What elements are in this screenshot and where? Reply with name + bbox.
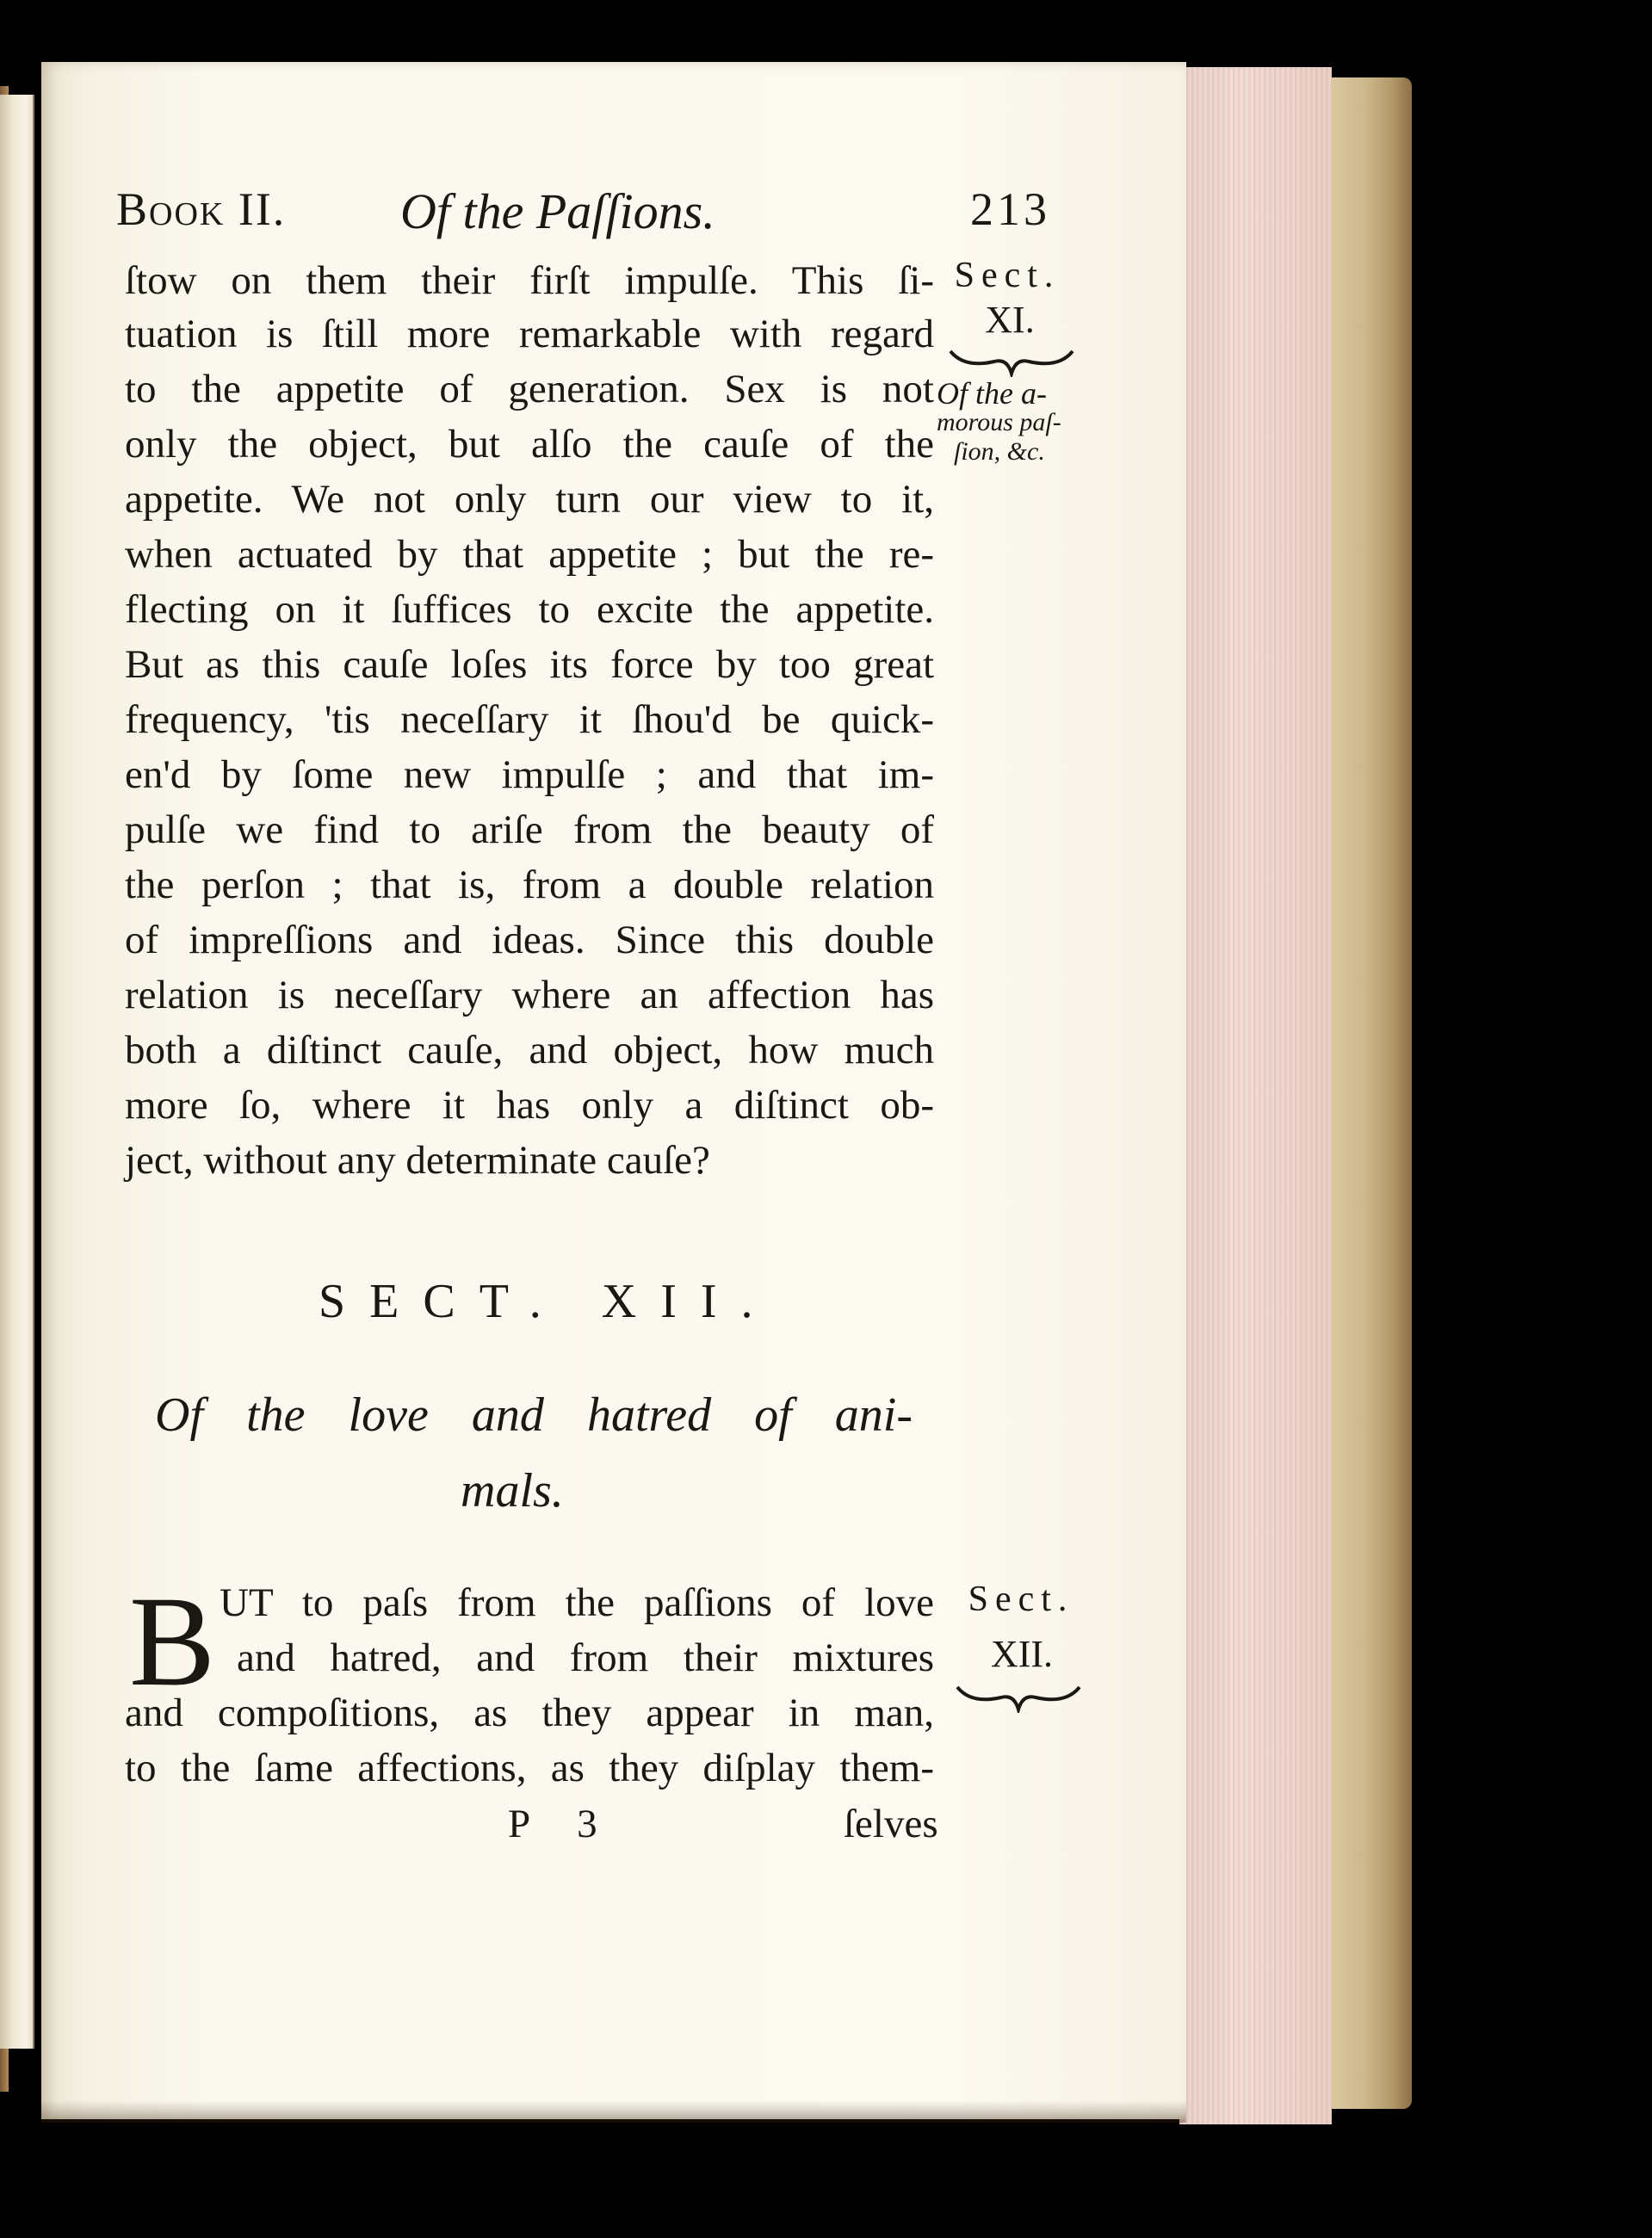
facing-page-edge xyxy=(0,95,34,2049)
text-line: flecting on it ſuffices to excite the appetite. xyxy=(125,587,934,632)
catchword: ſelves xyxy=(844,1802,938,1846)
text-line: But as this cauſe loſes its force by too great xyxy=(125,642,934,687)
marginal-note xyxy=(937,376,1083,467)
sidenote-sect-label: Sect. xyxy=(954,256,1061,295)
text-line: relation is neceſſary where an affection has xyxy=(125,973,934,1017)
text-line: en'd by ſome new impulſe ; and that im- xyxy=(125,752,934,797)
running-head-title: Of the Paſſions. xyxy=(400,183,715,239)
text-line: more ſo, where it has only a diſtinct ob- xyxy=(125,1083,934,1128)
sidenote-sect-label: Sect. xyxy=(968,1580,1074,1619)
text-line: to the ſame affections, as they diſplay them- xyxy=(125,1746,934,1790)
section-heading: SECT. XII. xyxy=(319,1275,777,1328)
text-line: UT to paſs from the paſſions of love xyxy=(220,1580,934,1625)
page-bottom-shadow xyxy=(41,2100,1186,2123)
page-block-fore-edge xyxy=(1179,67,1332,2124)
signature-mark: P 3 xyxy=(508,1802,616,1846)
text-line: the perſon ; that is, from a double relation xyxy=(125,862,934,907)
text-line: frequency, 'tis neceſſary it ſhou'd be quick- xyxy=(125,697,934,742)
text-line: of impreſſions and ideas. Since this double xyxy=(125,918,934,962)
text-line: pulſe we find to ariſe from the beauty of xyxy=(125,807,934,852)
text-line: only the object, but alſo the cauſe of the xyxy=(125,422,934,467)
page-number: 213 xyxy=(970,183,1050,235)
text-line: and compoſitions, as they appear in man, xyxy=(125,1691,934,1735)
running-head xyxy=(116,182,1089,243)
drop-cap: B xyxy=(129,1570,216,1713)
text-line: and hatred, and from their mixtures xyxy=(237,1635,934,1680)
text-line: to the appetite of generation. Sex is not xyxy=(125,367,934,411)
section-title-line: mals. xyxy=(461,1464,564,1518)
text-line: when actuated by that appetite ; but the re- xyxy=(125,532,934,577)
marginal-note-line: ſion, &c. xyxy=(954,437,1045,466)
running-head-book: Book II. xyxy=(116,183,287,235)
sidenote-sect-number: XII. xyxy=(990,1633,1054,1675)
text-line: appetite. We not only turn our view to it, xyxy=(125,477,934,522)
marginal-note-line: morous paſ- xyxy=(937,408,1061,436)
brace-ornament-icon xyxy=(947,343,1076,377)
brace-ornament-icon xyxy=(954,1678,1083,1713)
section-title-line: Of the love and hatred of ani- xyxy=(155,1388,913,1442)
text-line: both a diſtinct cauſe, and object, how much xyxy=(125,1028,934,1073)
text-line: ject, without any determinate cauſe? xyxy=(125,1138,710,1183)
marginal-note-line: Of the a- xyxy=(937,376,1047,411)
sidenote-sect-number: XI. xyxy=(985,299,1035,341)
text-line: tuation is ſtill more remarkable with regard xyxy=(125,312,934,356)
text-line: ſtow on them their firſt impulſe. This ſi- xyxy=(125,258,934,303)
